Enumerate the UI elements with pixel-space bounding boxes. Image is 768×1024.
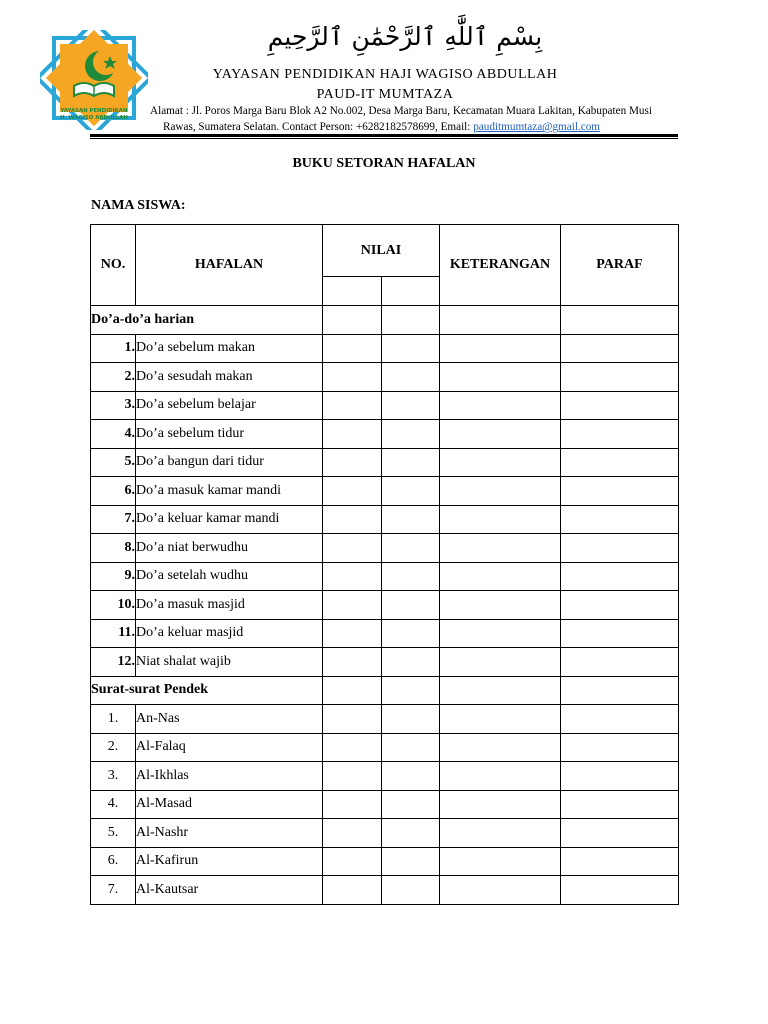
keterangan-cell [440, 762, 561, 791]
nilai-cell-1 [323, 420, 382, 449]
paraf-cell [561, 676, 679, 705]
hafalan-name: Al-Nashr [136, 819, 323, 848]
nilai-cell-2 [382, 819, 440, 848]
keterangan-cell [440, 790, 561, 819]
paraf-cell [561, 591, 679, 620]
hafalan-name: Do’a masuk masjid [136, 591, 323, 620]
nilai-cell-1 [323, 847, 382, 876]
paraf-cell [561, 619, 679, 648]
paraf-cell [561, 819, 679, 848]
section-row [91, 676, 679, 705]
nilai-cell-1 [323, 562, 382, 591]
logo-text-2: H. WAGISO ABDULLAH [60, 115, 128, 121]
hafalan-name: Do’a sebelum belajar [136, 391, 323, 420]
hafalan-name: An-Nas [136, 705, 323, 734]
row-number: 1. [91, 705, 136, 734]
row-number: 11. [91, 619, 136, 648]
nilai-cell-1 [323, 363, 382, 392]
keterangan-cell [440, 448, 561, 477]
nilai-cell-2 [382, 733, 440, 762]
address-line-2-text: Rawas, Sumatera Selatan. Contact Person: +6282182578699, Email: [163, 121, 474, 133]
nilai-cell-1 [323, 876, 382, 905]
keterangan-cell [440, 391, 561, 420]
keterangan-cell [440, 819, 561, 848]
nilai-cell-1 [323, 448, 382, 477]
row-number: 3. [91, 762, 136, 791]
nilai-cell-1 [323, 391, 382, 420]
nilai-cell-1 [323, 334, 382, 363]
header-hafalan: HAFALAN [136, 225, 323, 306]
nilai-cell-2 [382, 562, 440, 591]
nilai-cell-2 [382, 790, 440, 819]
nilai-cell-2 [382, 477, 440, 506]
keterangan-cell [440, 619, 561, 648]
paraf-cell [561, 477, 679, 506]
nilai-cell-1 [323, 648, 382, 677]
hafalan-name: Do’a sesudah makan [136, 363, 323, 392]
paraf-cell [561, 505, 679, 534]
paraf-cell [561, 448, 679, 477]
header-no: NO. [91, 225, 136, 306]
hafalan-name: Al-Falaq [136, 733, 323, 762]
nilai-cell-2 [382, 676, 440, 705]
nilai-cell-1 [323, 505, 382, 534]
keterangan-cell [440, 420, 561, 449]
hafalan-name: Do’a keluar kamar mandi [136, 505, 323, 534]
keterangan-cell [440, 562, 561, 591]
nilai-cell-1 [323, 762, 382, 791]
section-title: Surat-surat Pendek [91, 676, 323, 705]
table-row [91, 733, 679, 762]
nilai-cell-1 [323, 619, 382, 648]
hafalan-name: Do’a sebelum tidur [136, 420, 323, 449]
paraf-cell [561, 790, 679, 819]
paraf-cell [561, 705, 679, 734]
table-body [91, 306, 679, 905]
nilai-cell-2 [382, 705, 440, 734]
row-number: 7. [91, 876, 136, 905]
paraf-cell [561, 562, 679, 591]
row-number: 6. [91, 477, 136, 506]
hafalan-name: Al-Kafirun [136, 847, 323, 876]
header-rule-thick [90, 134, 678, 137]
table-row [91, 505, 679, 534]
nilai-cell-2 [382, 591, 440, 620]
hafalan-name: Al-Masad [136, 790, 323, 819]
paraf-cell [561, 762, 679, 791]
hafalan-name: Niat shalat wajib [136, 648, 323, 677]
section-title: Do’a-do’a harian [91, 306, 323, 335]
nilai-cell-2 [382, 876, 440, 905]
row-number: 12. [91, 648, 136, 677]
keterangan-cell [440, 876, 561, 905]
row-number: 2. [91, 363, 136, 392]
keterangan-cell [440, 648, 561, 677]
keterangan-cell [440, 363, 561, 392]
nilai-cell-2 [382, 306, 440, 335]
paraf-cell [561, 847, 679, 876]
table-row [91, 363, 679, 392]
student-name-label: NAMA SISWA: [91, 198, 186, 213]
table-row [91, 334, 679, 363]
logo-text-1: YAYASAN PENDIDIKAN [60, 108, 128, 114]
paraf-cell [561, 648, 679, 677]
paraf-cell [561, 363, 679, 392]
table-row [91, 477, 679, 506]
paraf-cell [561, 391, 679, 420]
table-row [91, 705, 679, 734]
nilai-subcol-2 [382, 277, 440, 306]
nilai-cell-1 [323, 591, 382, 620]
nilai-cell-1 [323, 676, 382, 705]
nilai-cell-2 [382, 391, 440, 420]
paraf-cell [561, 334, 679, 363]
row-number: 5. [91, 819, 136, 848]
memorization-table [90, 224, 679, 905]
table-row [91, 847, 679, 876]
nilai-cell-1 [323, 705, 382, 734]
keterangan-cell [440, 505, 561, 534]
address-line-1: Alamat : Jl. Poros Marga Baru Blok A2 No.002, Desa Marga Baru, Kecamatan Muara Lakitan, Kabupaten Musi [150, 105, 652, 117]
table-row [91, 391, 679, 420]
paraf-cell [561, 534, 679, 563]
header-rule-thin [90, 138, 678, 139]
keterangan-cell [440, 477, 561, 506]
table-row [91, 591, 679, 620]
table-row [91, 562, 679, 591]
nilai-cell-2 [382, 762, 440, 791]
nilai-cell-2 [382, 448, 440, 477]
hafalan-name: Do’a setelah wudhu [136, 562, 323, 591]
foundation-name: YAYASAN PENDIDIKAN HAJI WAGISO ABDULLAH [212, 67, 558, 82]
table-row [91, 790, 679, 819]
hafalan-name: Do’a bangun dari tidur [136, 448, 323, 477]
table-row [91, 876, 679, 905]
table-row [91, 420, 679, 449]
table-row [91, 534, 679, 563]
table-row [91, 819, 679, 848]
address-line-2 [163, 120, 600, 134]
keterangan-cell [440, 705, 561, 734]
table-row [91, 619, 679, 648]
row-number: 3. [91, 391, 136, 420]
keterangan-cell [440, 847, 561, 876]
section-row [91, 306, 679, 335]
hafalan-name: Do’a keluar masjid [136, 619, 323, 648]
table-row [91, 448, 679, 477]
table-row [91, 648, 679, 677]
school-name: PAUD-IT MUMTAZA [316, 87, 454, 102]
keterangan-cell [440, 534, 561, 563]
row-number: 10. [91, 591, 136, 620]
school-logo [40, 30, 148, 130]
nilai-subcol-1 [323, 277, 382, 306]
nilai-cell-1 [323, 306, 382, 335]
keterangan-cell [440, 306, 561, 335]
paraf-cell [561, 733, 679, 762]
hafalan-name: Al-Kautsar [136, 876, 323, 905]
nilai-cell-2 [382, 847, 440, 876]
row-number: 5. [91, 448, 136, 477]
keterangan-cell [440, 676, 561, 705]
hafalan-name: Do’a niat berwudhu [136, 534, 323, 563]
keterangan-cell [440, 733, 561, 762]
header-keterangan: KETERANGAN [440, 225, 561, 306]
nilai-cell-2 [382, 363, 440, 392]
paraf-cell [561, 420, 679, 449]
keterangan-cell [440, 591, 561, 620]
nilai-cell-1 [323, 534, 382, 563]
nilai-cell-2 [382, 648, 440, 677]
nilai-cell-2 [382, 505, 440, 534]
email-link[interactable]: pauditmumtaza@gmail.com [473, 121, 600, 133]
nilai-cell-2 [382, 334, 440, 363]
row-number: 4. [91, 420, 136, 449]
hafalan-name: Do’a masuk kamar mandi [136, 477, 323, 506]
row-number: 1. [91, 334, 136, 363]
table-row [91, 762, 679, 791]
paraf-cell [561, 306, 679, 335]
keterangan-cell [440, 334, 561, 363]
nilai-cell-2 [382, 534, 440, 563]
paraf-cell [561, 876, 679, 905]
nilai-cell-2 [382, 619, 440, 648]
hafalan-name: Do’a sebelum makan [136, 334, 323, 363]
hafalan-name: Al-Ikhlas [136, 762, 323, 791]
row-number: 6. [91, 847, 136, 876]
row-number: 7. [91, 505, 136, 534]
nilai-cell-1 [323, 733, 382, 762]
row-number: 2. [91, 733, 136, 762]
bismillah-calligraphy: بِسْمِ ٱللَّٰهِ ٱلرَّحْمَٰنِ ٱلرَّحِيمِ [267, 22, 543, 51]
nilai-cell-1 [323, 477, 382, 506]
nilai-cell-2 [382, 420, 440, 449]
nilai-cell-1 [323, 790, 382, 819]
header-paraf: PARAF [561, 225, 679, 306]
header-nilai: NILAI [323, 225, 440, 277]
document-title: BUKU SETORAN HAFALAN [292, 156, 476, 171]
row-number: 4. [91, 790, 136, 819]
row-number: 8. [91, 534, 136, 563]
nilai-cell-1 [323, 819, 382, 848]
row-number: 9. [91, 562, 136, 591]
